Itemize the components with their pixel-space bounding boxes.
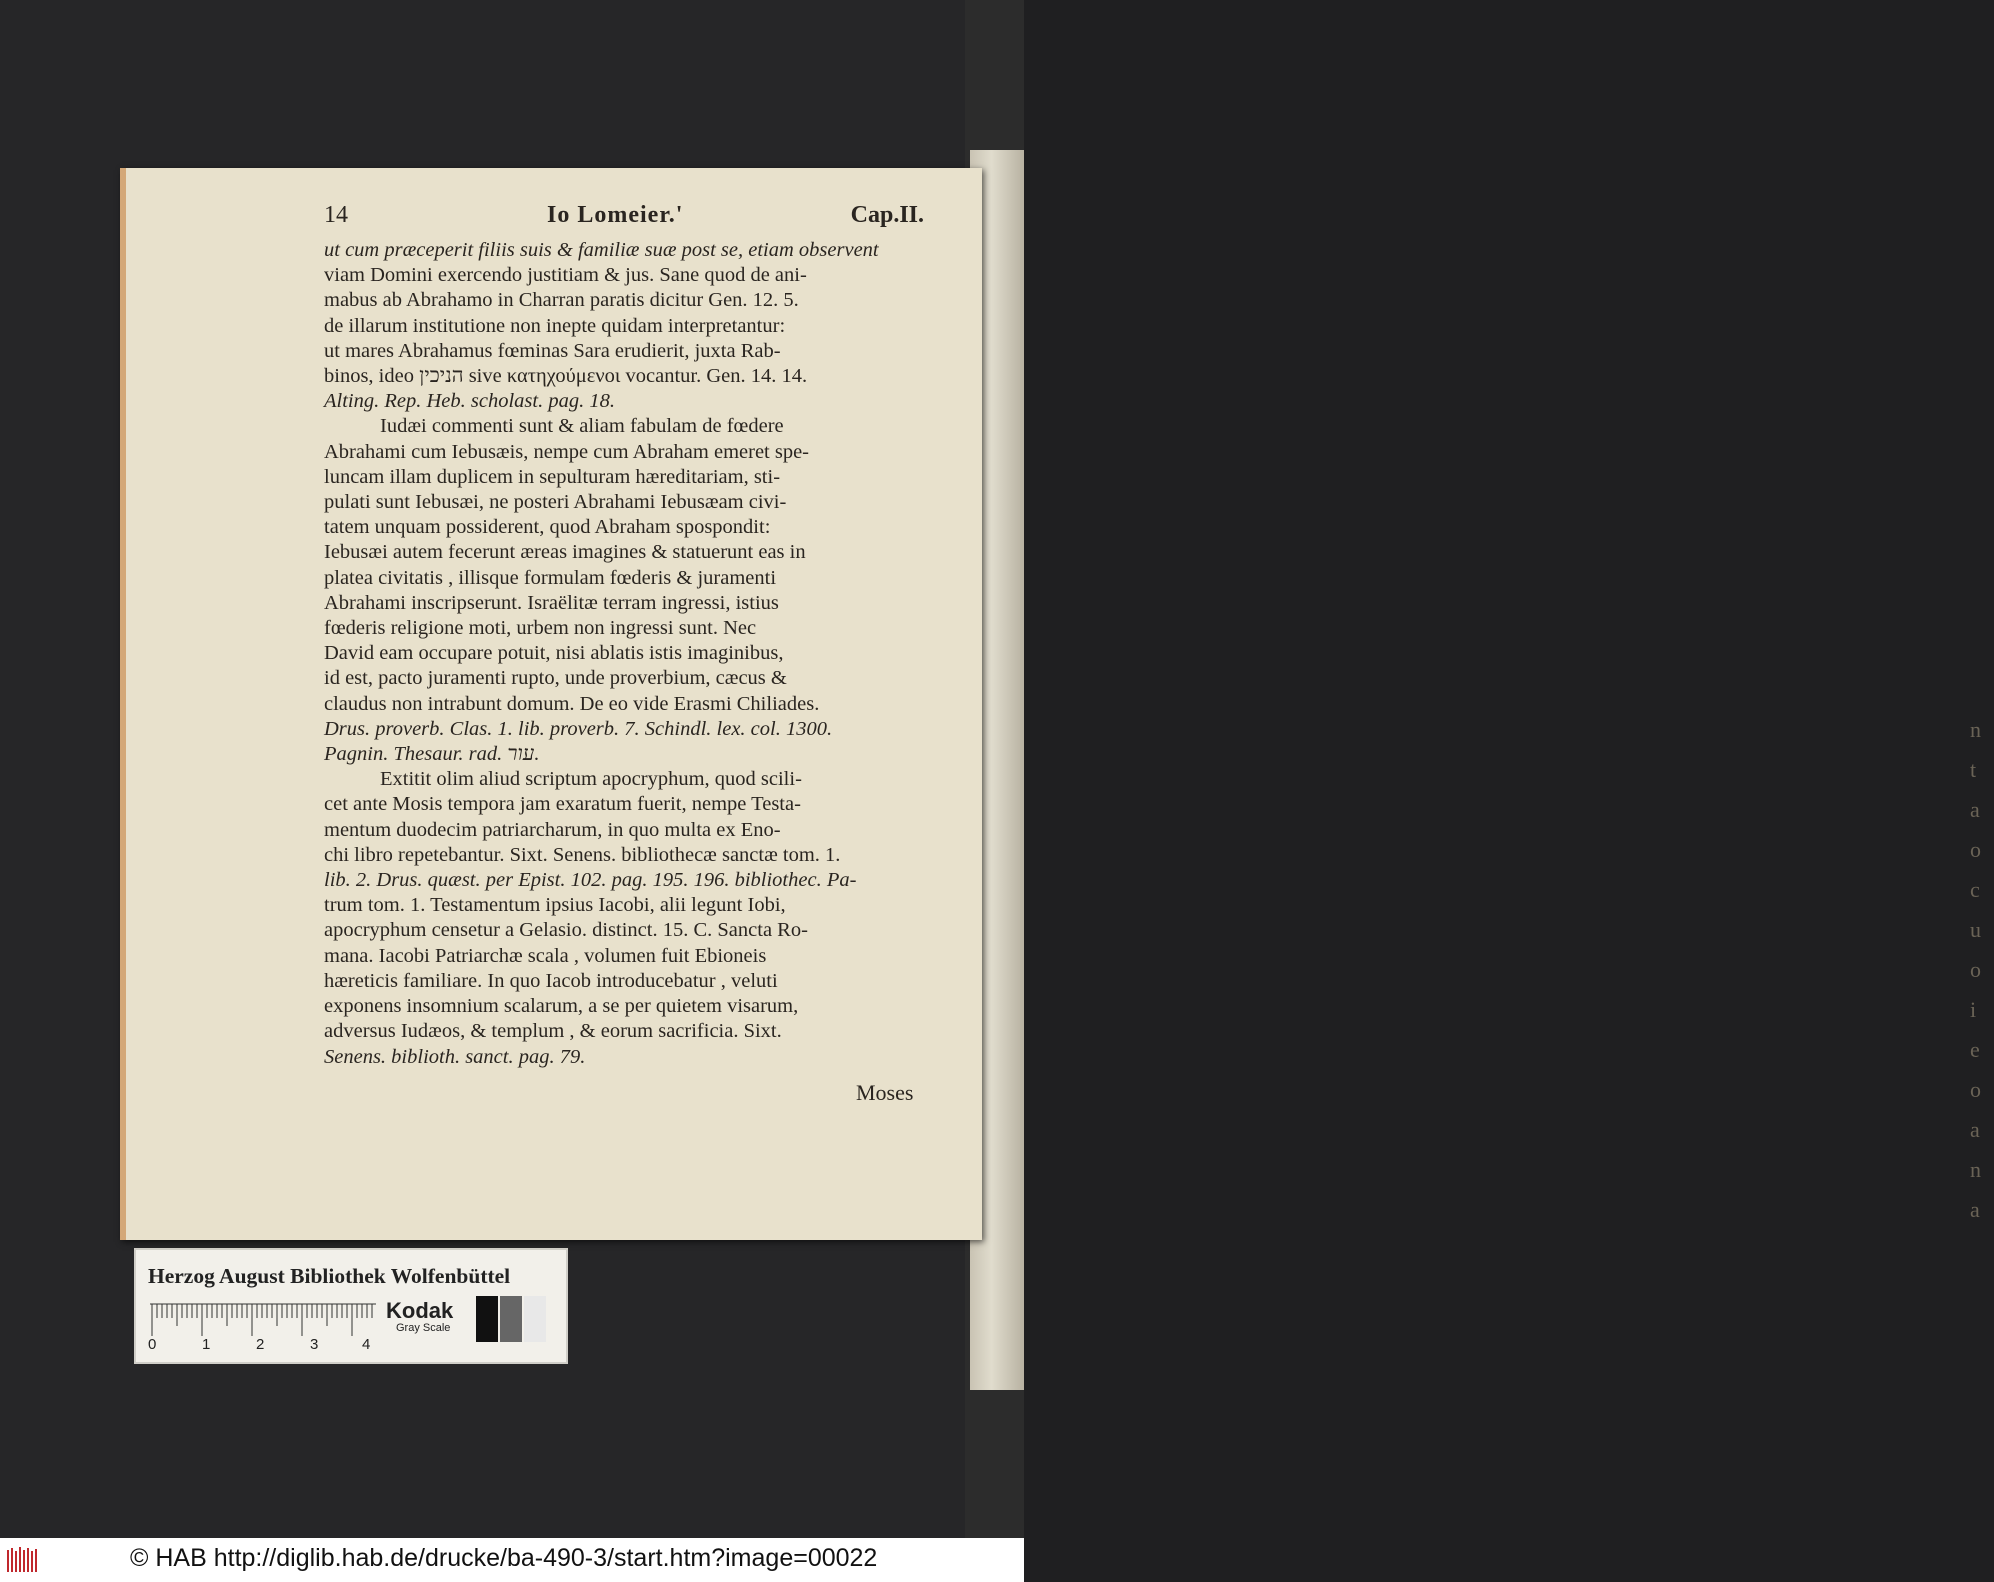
text-line: Alting. Rep. Heb. scholast. pag. 18.: [324, 390, 615, 413]
facing-fragment: o: [1970, 957, 1981, 982]
text-line: Abrahami inscripserunt. Israëlitæ terram ingressi, istius: [324, 591, 779, 614]
text-line: tatem unquam possiderent, quod Abraham spospondit:: [324, 516, 771, 539]
text-line: trum tom. 1. Testamentum ipsius Iacobi, alii legunt Iobi,: [324, 894, 786, 917]
text-line: Iudæi commenti sunt & aliam fabulam de fœdere: [380, 415, 784, 438]
facing-fragment: a: [1970, 797, 1980, 822]
ruler-label: 0: [148, 1336, 157, 1353]
facing-fragment: t: [1970, 757, 1977, 782]
kodak-logo: Kodak: [386, 1298, 454, 1323]
facing-fragment: o: [1970, 1077, 1981, 1102]
page-number: 14: [324, 202, 348, 228]
library-color-card: [134, 1248, 568, 1364]
facing-fragment: i: [1970, 997, 1977, 1022]
text-line: Pagnin. Thesaur. rad. עור.: [324, 743, 540, 766]
facing-fragment: n: [1970, 717, 1981, 742]
ruler-label: 2: [256, 1336, 265, 1353]
text-line: cet ante Mosis tempora jam exaratum fuerit, nempe Testa-: [324, 793, 801, 816]
measurement-ruler: [150, 1302, 376, 1338]
text-line: ut cum præceperit filiis suis & familiæ suæ post se, etiam observent: [324, 239, 879, 261]
facing-fragment: c: [1970, 877, 1980, 902]
text-line: apocryphum censetur a Gelasio. distinct. 15. C. Sancta Ro-: [324, 919, 808, 942]
ruler-label: 1: [202, 1336, 211, 1353]
text-line: Senens. biblioth. sanct. pag. 79.: [324, 1045, 586, 1068]
facing-fragment: o: [1970, 837, 1981, 862]
hab-logo-icon: [6, 1546, 40, 1574]
text-line: exponens insomnium scalarum, a se per quietem visarum,: [324, 995, 799, 1018]
catchword: Moses: [856, 1080, 914, 1105]
facing-fragment: n: [1970, 1157, 1981, 1182]
text-line: platea civitatis , illisque formulam fœderis & juramenti: [324, 566, 777, 589]
text-line: lib. 2. Drus. quæst. per Epist. 102. pag. 195. 196. bibliothec. Pa-: [324, 869, 857, 892]
facing-fragment: u: [1970, 917, 1981, 942]
gray-patch-black: [476, 1296, 498, 1342]
text-line: de illarum institutione non inepte quidam interpretantur:: [324, 314, 786, 337]
page-body-text: [324, 238, 924, 1070]
text-line: adversus Iudæos, & templum , & eorum sacrificia. Sixt.: [324, 1020, 782, 1043]
facing-fragment: a: [1970, 1117, 1980, 1142]
page-header: [324, 202, 924, 232]
text-line: David eam occupare potuit, nisi ablatis istis imaginibus,: [324, 642, 784, 665]
facing-page-fragments: [1970, 710, 1994, 1230]
text-line: binos, ideo הניכין sive κατηχούμενοι vocantur. Gen. 14. 14.: [324, 365, 808, 388]
running-title: Io Lomeier.': [547, 202, 684, 228]
facing-fragment: e: [1970, 1037, 1980, 1062]
text-line: mabus ab Abrahamo in Charran paratis dicitur Gen. 12. 5.: [324, 289, 799, 312]
chapter-label: Cap.II.: [850, 202, 924, 228]
text-line: mana. Iacobi Patriarchæ scala , volumen fuit Ebioneis: [324, 944, 767, 967]
text-line: fœderis religione moti, urbem non ingressi sunt. Nec: [324, 617, 757, 640]
facing-fragment: a: [1970, 1197, 1980, 1222]
text-line: chi libro repetebantur. Sixt. Senens. bibliothecæ sanctæ tom. 1.: [324, 843, 841, 866]
ruler-label: 3: [310, 1336, 319, 1353]
text-line: Abrahami cum Iebusæis, nempe cum Abraham emeret spe-: [324, 440, 810, 463]
gray-patch-mid: [500, 1296, 522, 1342]
book-page: [120, 168, 982, 1240]
text-line: mentum duodecim patriarcharum, in quo multa ex Eno-: [324, 818, 781, 841]
text-line: hæreticis familiare. In quo Iacob introducebatur , veluti: [324, 969, 778, 992]
footer-bar: [0, 1538, 1024, 1582]
gray-scale-label: Gray Scale: [396, 1322, 451, 1334]
ruler-label: 4: [362, 1336, 371, 1353]
text-line: claudus non intrabunt domum. De eo vide Erasmi Chiliades.: [324, 692, 820, 715]
gray-patch-white: [524, 1296, 546, 1342]
text-line: Drus. proverb. Clas. 1. lib. proverb. 7. Schindl. lex. col. 1300.: [324, 717, 833, 740]
text-line: viam Domini exercendo justitiam & jus. Sane quod de ani-: [324, 264, 807, 287]
copyright-url: © HAB http://diglib.hab.de/drucke/ba-490-3/start.htm?image=00022: [130, 1544, 878, 1572]
text-line: id est, pacto juramenti rupto, unde proverbium, cæcus &: [324, 667, 787, 690]
text-line: Iebusæi autem fecerunt æreas imagines & statuerunt eas in: [324, 541, 806, 564]
text-line: ut mares Abrahamus fœminas Sara erudierit, juxta Rab-: [324, 339, 781, 362]
text-line: pulati sunt Iebusæi, ne posteri Abrahami Iebusæam civi-: [324, 491, 787, 514]
library-name: Herzog August Bibliothek Wolfenbüttel: [148, 1264, 511, 1288]
text-line: luncam illam duplicem in sepulturam hæreditariam, sti-: [324, 465, 781, 488]
text-line: Extitit olim aliud scriptum apocryphum, quod scili-: [380, 768, 802, 791]
